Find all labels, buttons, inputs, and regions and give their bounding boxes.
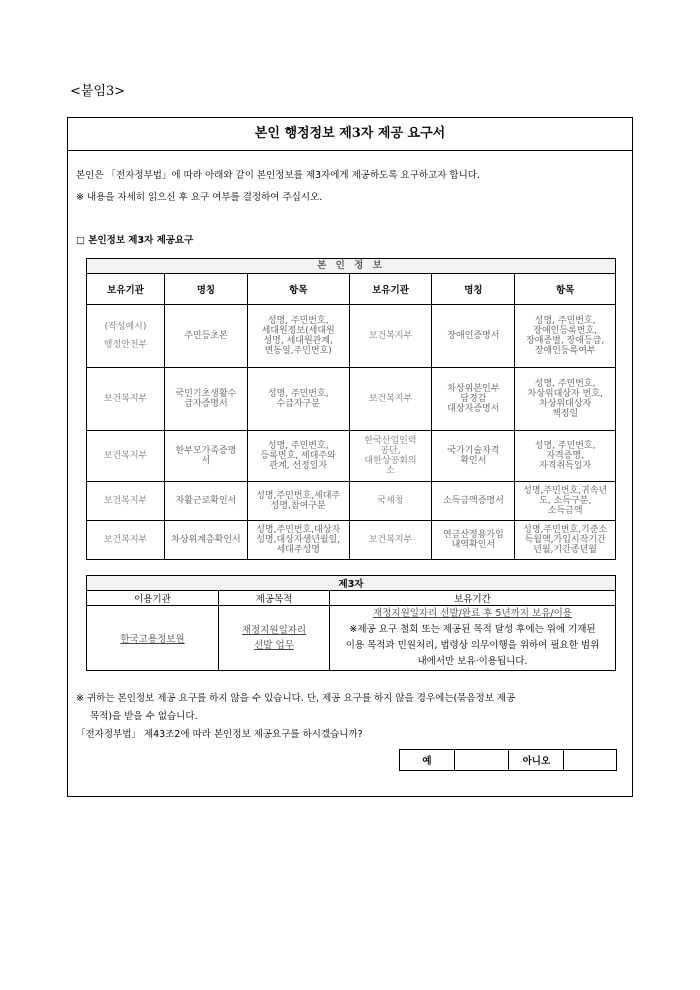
table-caption: 제3자	[87, 576, 616, 591]
table-cell	[432, 431, 515, 482]
table-cell	[87, 431, 165, 482]
table-cell	[432, 521, 515, 560]
table-cell	[515, 521, 616, 560]
table-cell	[165, 368, 248, 431]
cell-line: 차상위대상자 번호,	[527, 389, 603, 399]
yes-checkbox[interactable]	[454, 750, 509, 771]
no-checkbox[interactable]	[564, 750, 617, 771]
table-cell	[247, 368, 349, 431]
cell-line: 보건복지부	[103, 394, 148, 404]
cell-line: 내역확인서	[451, 540, 496, 550]
cell-line: 자격취득일자	[539, 461, 592, 471]
table-cell	[87, 368, 165, 431]
cell-line: 소득금액증명서	[442, 496, 504, 506]
cell-line: 주민등초본	[184, 331, 228, 341]
table-cell	[165, 482, 248, 521]
no-label: 아니오	[509, 750, 564, 771]
cell-line: 보건복지부	[368, 331, 413, 341]
purpose-line: 재정지원일자리	[241, 625, 307, 636]
personal-info-table	[86, 258, 616, 560]
cell-line: 급자증명서	[184, 399, 228, 409]
cell-line: 서	[201, 456, 211, 466]
purpose-line: 선발 업무	[254, 640, 294, 651]
table-cell	[247, 521, 349, 560]
cell-line: 한부모가족증명	[175, 446, 237, 456]
cell-line: 보건복지부	[103, 451, 148, 461]
table-cell	[349, 482, 432, 521]
table-cell	[247, 305, 349, 368]
table-cell	[87, 521, 165, 560]
cell-line: 장애인등록여부	[534, 346, 596, 356]
yes-label: 예	[400, 750, 455, 771]
cell-line: 국가기술자격	[447, 446, 500, 456]
cell-line: 대한상공회의	[364, 456, 417, 466]
cell-line: 관계, 선정일자	[269, 461, 328, 471]
cell-line: 변동일,주민번호)	[264, 346, 332, 356]
cell-line: 한국산업인력	[364, 436, 417, 446]
consent-choice	[399, 749, 617, 771]
cell-line: 확인서	[460, 456, 487, 466]
cell-line: 수급자구분	[276, 399, 320, 409]
cell-line: 성명, 주민번호,	[267, 441, 329, 451]
cell-line: 성명, 주민번호,	[267, 389, 329, 399]
table-cell	[247, 431, 349, 482]
table-row	[87, 431, 616, 482]
cell-line: 성명, 주민번호,	[267, 316, 329, 326]
table-cell	[432, 482, 515, 521]
cell-line: 보건복지부	[368, 394, 413, 404]
table-cell	[165, 431, 248, 482]
table-cell	[432, 305, 515, 368]
table-cell	[87, 305, 165, 368]
cell-line: 차상위계층확인서	[171, 535, 241, 545]
cell-line: 등록번호, 세대주와	[260, 451, 336, 461]
cell-line: 보건복지부	[103, 535, 148, 545]
notice-text: 목적)을 받을 수 없습니다.	[90, 711, 198, 722]
cell-line: 세대원정보(세대원	[261, 326, 335, 336]
cell-line: 성명,대상자생년월일,	[256, 535, 341, 545]
cell-line: 성명,주민번호,기준소	[523, 525, 608, 535]
header-cell: 보유기관	[87, 274, 165, 305]
cell-line: 도, 소득구분,	[539, 496, 592, 506]
purpose-cell	[219, 606, 330, 671]
cell-line: 장애종별, 장애등급,	[526, 336, 605, 346]
cell-line: 소득금액	[547, 506, 583, 516]
agency-cell	[87, 606, 219, 671]
cell-line: 장애인증명서	[447, 331, 500, 341]
table-cell	[165, 521, 248, 560]
form-title: 본인 행정정보 제3자 제공 요구서	[68, 118, 632, 151]
attachment-label: <붙임3>	[70, 84, 126, 99]
table-cell	[165, 305, 248, 368]
table-cell	[349, 431, 432, 482]
cell-line: 성명,주민번호,대상자	[256, 525, 341, 535]
header-cell: 명칭	[165, 274, 248, 305]
cell-line: 책정일	[552, 409, 579, 419]
cell-line: 담경감	[460, 394, 487, 404]
table-row	[87, 368, 616, 431]
cell-line: 행정안전부	[103, 340, 148, 350]
cell-line: 자격증명,	[546, 451, 584, 461]
cell-line: 성명, 세대원관계,	[263, 336, 333, 346]
cell-line: 성명, 주민번호,	[534, 316, 596, 326]
notice-text: ※ 귀하는 본인정보 제공 요구를 하지 않을 수 있습니다. 단, 제공 요구를 하지 않을 경우에는(묶음정보 제공	[76, 693, 516, 704]
table-row	[87, 305, 616, 368]
cell-line: (작성예시)	[104, 322, 147, 332]
header-cell: 이용기관	[87, 591, 219, 606]
cell-line: 보건복지부	[103, 496, 148, 506]
cell-line: 성명, 주민번호,	[534, 441, 596, 451]
table-cell	[432, 368, 515, 431]
intro-note: ※ 내용을 자세히 읽으신 후 요구 여부를 결정하여 주십시오.	[76, 192, 323, 203]
agency-name: 한국고용정보원	[120, 634, 185, 645]
period-note: 내에서만 보유·이용됩니다.	[417, 656, 528, 667]
section-heading: □ 본인정보 제3자 제공요구	[76, 235, 194, 246]
cell-line: 성명, 주민번호,	[534, 379, 596, 389]
period-note: ※제공 요구 철회 또는 제공된 목적 달성 후에는 위에 기재된	[349, 624, 596, 635]
cell-line: 국세청	[377, 496, 404, 506]
cell-line: 보건복지부	[368, 535, 413, 545]
period-head: 재정지원일자리 선발/완료 후 5년까지 보유/이용	[373, 608, 572, 619]
table-cell	[349, 521, 432, 560]
table-cell	[515, 482, 616, 521]
table-caption: 본 인 정 보	[87, 259, 616, 274]
cell-line: 국민기초생활수	[175, 389, 237, 399]
request-form	[67, 117, 633, 797]
cell-line: 소	[386, 466, 395, 476]
table-cell	[87, 482, 165, 521]
header-cell: 항목	[247, 274, 349, 305]
cell-line: 장애인등록번호,	[533, 326, 598, 336]
table-cell	[349, 305, 432, 368]
table-row	[87, 521, 616, 560]
cell-line: 성명,주민번호,귀속년	[523, 486, 608, 496]
header-cell: 명칭	[432, 274, 515, 305]
cell-line: 연금산정용가입	[442, 530, 504, 540]
question-text: 「전자정부법」 제43조2에 따라 본인정보 제공요구를 하시겠습니까?	[76, 729, 363, 740]
cell-line: 차상위본인부	[447, 384, 500, 394]
cell-line: 세대주성명	[276, 545, 320, 555]
table-cell	[515, 305, 616, 368]
cell-line: 득월액,가입시작기간	[524, 535, 606, 545]
table-cell	[515, 368, 616, 431]
header-cell: 항목	[515, 274, 616, 305]
header-cell: 보유기간	[330, 591, 616, 606]
cell-line: 자활근로확인서	[175, 496, 237, 506]
header-cell: 제공목적	[219, 591, 330, 606]
period-note: 이용 목적과 민원처리, 법령상 의무이행을 위하여 필요한 범위	[345, 640, 600, 651]
cell-line: 년월,기간종년월	[533, 545, 598, 555]
table-cell	[247, 482, 349, 521]
intro-text: 본인은 「전자정부법」에 따라 아래와 같이 본인정보를 제3자에게 제공하도록 요구하고자 합니다.	[76, 170, 480, 181]
cell-line: 성명,주민번호,세대주	[256, 491, 341, 501]
period-cell	[330, 606, 616, 671]
cell-line: 공단,	[380, 446, 401, 456]
cell-line: 대상자증명서	[447, 404, 500, 414]
table-cell	[349, 368, 432, 431]
cell-line: 성명,참여구분	[270, 501, 326, 511]
third-party-table	[86, 575, 616, 671]
table-cell	[515, 431, 616, 482]
cell-line: 차상위대상자	[539, 399, 592, 409]
header-cell: 보유기관	[349, 274, 432, 305]
table-row	[87, 482, 616, 521]
